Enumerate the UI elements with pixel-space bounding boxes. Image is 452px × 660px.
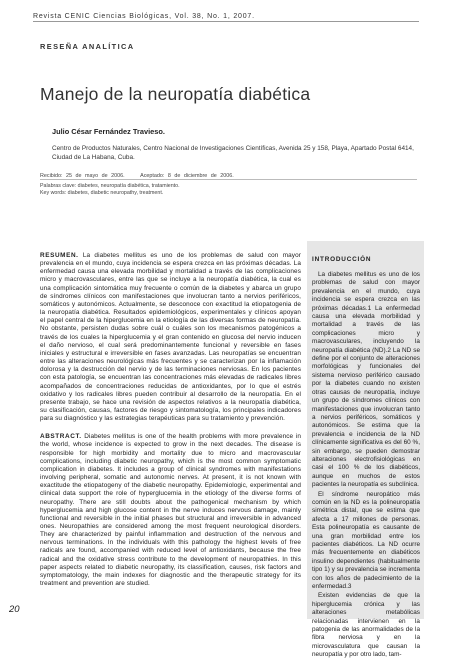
introduction-paragraph-2: El síndrome neuropático más común en la ND es la polineuropatía simétrica distal, que se estima que afecta a 17 millones de personas. Esta polineuropatía es causante de una gran morbilidad entre los pacientes diabéticos. La ND ocurre más frecuentemente en diabéticos insulino dependientes (habitualmente tipo 1) y su prevalencia se incrementa con los años de padecimiento de la enfermedad.3: [312, 490, 420, 591]
author-affiliation: Centro de Productos Naturales, Centro Nacional de Investigaciones Científicas, Avenida 25 y 158, Playa, Apartado Postal 6414, Ciudad de La Habana, Cuba.: [52, 145, 414, 161]
section-label: RESEÑA ANALÍTICA: [40, 42, 135, 51]
accepted-date: Aceptado: 8 de diciembre de 2006.: [140, 173, 234, 179]
resumen-lead: RESUMEN.: [40, 252, 79, 259]
resumen-paragraph: [40, 252, 301, 423]
article-title: Manejo de la neuropatía diabética: [40, 84, 311, 104]
page-number: 20: [9, 604, 20, 615]
author-name: Julio César Fernández Travieso.: [52, 127, 165, 136]
abstract-lead: ABSTRACT.: [40, 433, 82, 441]
abstract-column: [40, 252, 301, 588]
keywords-en: Key words: diabetes, diabetic neuropathy, treatment.: [40, 190, 164, 196]
introduction-paragraph-1: La diabetes mellitus es uno de los problemas de salud con mayor prevalencia en el mundo, cuya incidencia se espera crezca en las próximas décadas.1 La enfermedad causa una elevada morbilidad y mortalidad a través de las complicaciones micro y macrovasculares, incluyendo la neuropatía diabética (ND).2 La ND se define por el conjunto de alteraciones morfológicas y funcionales del sistema nervioso periférico causado por la diabetes cuando no existen otras causas de neuropatía, incluye un grupo de síndromes clínicos con manifestaciones que involucran tanto a nervios periféricos, somáticos y autonómicos. Se estima que la prevalencia e incidencia de la ND clínicamente significativa es del 60 %, sin embargo, se pueden demostrar alteraciones electrofisiológicas en casi el 100 % de los diabéticos, aunque en muchos de estos pacientes la neuropatía es subclínica.: [312, 271, 420, 489]
introduction-heading: INTRODUCCIÓN: [312, 256, 372, 263]
keywords-rule: [40, 179, 417, 180]
keywords-block: [40, 183, 417, 197]
header-rule: [33, 21, 419, 22]
introduction-column: [312, 256, 420, 660]
received-date: Recibido: 25 de mayo de 2006.: [40, 173, 125, 179]
introduction-paragraph-3: Existen evidencias de que la hiperglucemia crónica y las alteraciones metabólicas relacionadas intervienen en la patogenia de las anormalidades de la fibra nerviosa y en la microvasculatura que causan la neuropatía y por otro lado, tam-: [312, 592, 420, 659]
abstract-paragraph: [40, 433, 301, 588]
resumen-text: La diabetes mellitus es uno de los problemas de salud con mayor prevalencia en el mundo, cuya incidencia se espera crezca en las próximas décadas. La enfermedad causa una elevada morbilidad y mortalidad a través de las complicaciones micro y macrovasculares, entre las que se incluye a la neuropatía diabética, la cual es una complicación sintomática muy frecuente o común de la diabetes y abarca un grupo de síndromes clínicos con manifestaciones que involucran tanto a nervios periféricos, somáticos y autonómicos. Actualmente, se desconoce con exactitud la etiopatogenia de la neuropatía diabética. Resultados epidemiológicos, experimentales y clínicos apoyan el papel central de la hiperglucemia en la etiología de las diversas formas de neuropatía. No obstante, persisten dudas sobre cuál o cuáles son los mecanismos patogénicos a través de los cuales la hiperglucemia y el gran contenido en glucosa del nervio inducen el daño nervioso, el cual será predominantemente funcional y reversible en fases iniciales y estructural e irreversible en fases avanzadas. Las neuropatías se encuentran entre las alteraciones neurológicas más frecuentes y se caracterizan por la inflamación dolorosa y la destrucción del nervio y de las terminaciones nerviosas. En los pacientes con esta patología, se encuentran las concentraciones más elevadas de radicales libres acompañados de concentraciones reducidas de antioxidantes, por lo que el estrés oxidativo y los radicales libres pueden contribuir al desarrollo de la neuropatía. En el presente trabajo, se hace una revisión de aspectos relativos a la neuropatía diabética, su clasificación, causas, factores de riesgo y sintomatología, los principales indicadores para su diagnóstico y las estrategias terapéuticas para su tratamiento y prevención.: [40, 252, 301, 423]
keywords-es: Palabras clave: diabetes, neuropatía diabética, tratamiento.: [40, 183, 180, 189]
abstract-text: Diabetes mellitus is one of the health problems with more prevalence in the world, whose incidence is expected to grow in the next decades. The disease is responsible for high morbidity and mortality due to micro and macrovascular complications, including diabetic neuropathy, which is the most common symptomatic complication in diabetes. It includes a group of clinical syndromes with manifestations involving peripheral, somatic and autonomic nerves. At present, it is not known with exactitude the etiopatogeny of the diabetic neuropathy. Epidemiologic, experimental and clinical data support the role of hyperglucemia in the etiology of the diverse forms of neuropathy. There are still doubts about the pathogenical mechanism by which hyperglucemia and high glucose content in the nerve induces nervous damage, mainly functional and reversible in the initial phases but structural and irreversible in advanced ones. Neuropathies are considered among the most frequent neurological disorders. They are characterized by painful inflammation and destruction of the nervous and nervous terminations. In the individuals with this pathology the highest levels of free radicals are found, accompanied with reduced level of antioxidants, because the free radical and the oxidative stress contribute to the development of neuropathies. In this paper aspects related to diabetic neuropathy, its classification, causes, risk factors and symptomatology, the main indexes for diagnostic and the therapeutic strategy for its treatment and prevention are studied.: [40, 433, 301, 588]
journal-header: Revista CENIC Ciencias Biológicas, Vol. 38, No. 1, 2007.: [33, 13, 255, 20]
